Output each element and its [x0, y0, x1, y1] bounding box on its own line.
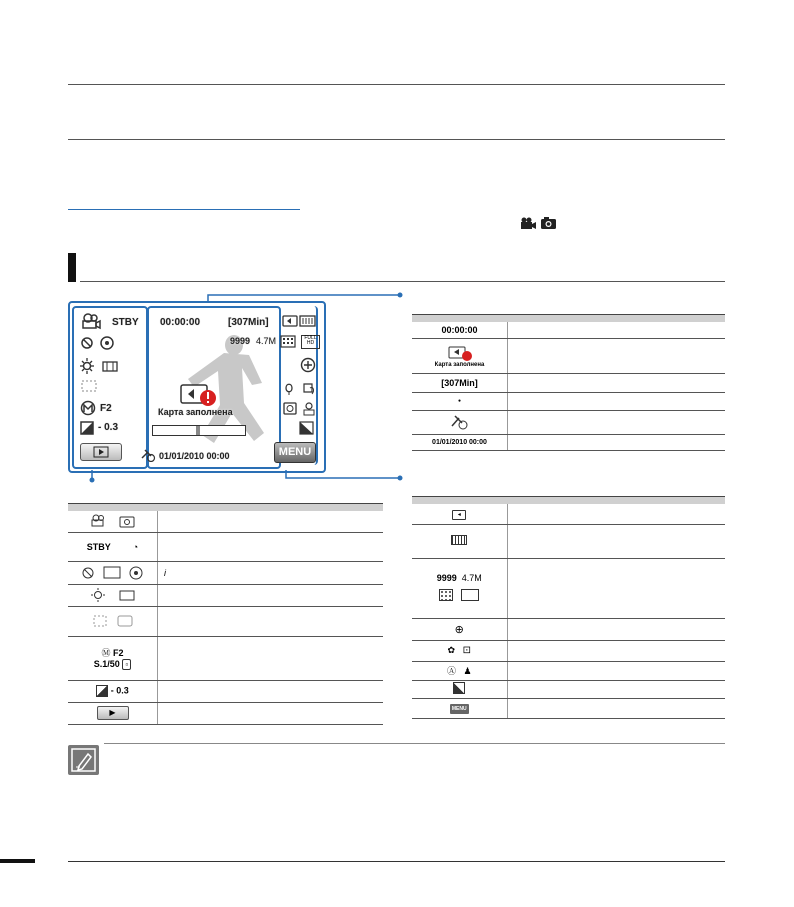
table-row — [68, 561, 383, 584]
lcd-remaining-time: [307Min] — [228, 317, 269, 328]
rt-header-icon — [412, 315, 508, 323]
rb-row-4-desc — [507, 618, 725, 640]
rb-row-6-desc — [507, 661, 725, 680]
lcd-resolution: FULL HD — [304, 335, 317, 346]
table-row — [412, 661, 725, 680]
macro-table-icon: ✿ — [447, 645, 456, 655]
table-row — [412, 392, 725, 410]
anti-shake-table-icon: ⊕ — [454, 623, 464, 636]
lcd-memory-message: Карта заполнена — [158, 407, 233, 417]
wb-icons — [68, 588, 157, 602]
left-row-6-icon: F2 — [113, 648, 124, 658]
rb-row-7-desc — [507, 680, 725, 698]
frame-icon: ▫ — [122, 659, 131, 670]
table-row — [68, 511, 383, 532]
playback-table-icon: ▶ — [97, 706, 129, 720]
left-row-6-desc — [158, 636, 384, 680]
left-row-7-desc — [158, 680, 384, 702]
lcd-ev: - 0.3 — [98, 422, 119, 433]
footer-block — [0, 859, 35, 863]
rt-header-desc — [508, 315, 726, 323]
table-row — [412, 698, 725, 718]
table-row — [68, 606, 383, 636]
lcd-timecode: 00:00:00 — [160, 317, 201, 328]
rb-row-8-icon: MENU — [451, 706, 467, 712]
table-row — [412, 558, 725, 618]
table-row — [412, 373, 725, 392]
date-time-table-icon — [412, 414, 507, 430]
left-row-2-desc — [158, 532, 384, 561]
rt-row-6-desc — [508, 434, 726, 450]
left-row-8-desc — [158, 702, 384, 724]
resolution-table-icon — [461, 589, 479, 601]
table-row — [412, 524, 725, 558]
quality-table-icon — [439, 589, 453, 601]
rb-row-3-icon2: 4.7M — [461, 573, 482, 583]
table-row — [68, 702, 383, 724]
note-rule — [104, 743, 725, 744]
rt-row-4-icon: ● — [412, 392, 508, 410]
rt-row-3-icon: [307Min] — [412, 373, 508, 392]
table-row — [412, 504, 725, 524]
table-row — [412, 680, 725, 698]
rt-row-2-desc — [508, 338, 726, 373]
table-row — [412, 434, 725, 450]
rt-row-5-desc — [508, 410, 726, 434]
rb-row-2-desc — [507, 524, 725, 558]
focus-icons — [68, 614, 157, 628]
rb-row-1-desc — [507, 504, 725, 524]
battery-table-icon — [451, 535, 467, 545]
scene-table-icon: Ⓐ — [446, 666, 456, 676]
table-row — [68, 584, 383, 606]
table-row — [412, 640, 725, 661]
lcd-photo-count: 9999 — [230, 336, 251, 346]
rt-row-3-desc — [508, 373, 726, 392]
table-row — [68, 532, 383, 561]
footer-rule — [68, 861, 725, 862]
video-photo-mode-icon — [68, 512, 157, 530]
table-row — [412, 410, 725, 434]
table-row — [412, 618, 725, 640]
aperture-table-icon: Ⓜ — [101, 648, 111, 658]
table-row — [68, 680, 383, 702]
brightness-table-icon — [453, 682, 465, 694]
rb-row-3-desc — [507, 558, 725, 618]
note-icon — [68, 745, 99, 775]
rt-row-1-desc — [508, 322, 726, 338]
left-row-6-icon2: S.1/50 — [93, 659, 120, 669]
left-row-2-icon: STBY — [86, 541, 111, 552]
tele-macro-icon: ⊡ — [462, 645, 471, 656]
menu-button-label: MENU — [278, 446, 312, 458]
right-top-table — [412, 314, 725, 451]
table-row — [68, 636, 383, 680]
exposure-table-icon — [96, 685, 108, 697]
rt-row-4-desc — [508, 392, 726, 410]
lcd-photo-size: 4.7M — [256, 336, 277, 346]
rt-row-1-icon: 00:00:00 — [412, 322, 508, 338]
portrait-table-icon: ♟ — [463, 666, 472, 676]
lcd-mode-status: STBY — [112, 317, 139, 328]
table-row — [412, 338, 725, 373]
card-full-icon — [412, 344, 507, 362]
rb-row-5-desc — [507, 640, 725, 661]
right-bottom-table — [412, 496, 725, 719]
stabilizer-scene-icons — [68, 565, 157, 581]
rb-row-8-desc — [507, 698, 725, 718]
table-row — [412, 322, 725, 338]
lcd-datetime: 01/01/2010 00:00 — [159, 451, 230, 461]
left-row-5-desc — [158, 606, 384, 636]
left-row-3-desc: i — [158, 561, 384, 584]
left-icon-table — [68, 503, 383, 725]
self-timer-icon: ◔ — [132, 541, 139, 552]
left-row-7-icon: - 0.3 — [110, 685, 129, 696]
storage-table-icon: ◂ — [452, 510, 466, 520]
left-table-header-icon — [68, 504, 158, 512]
left-table-header-desc — [158, 504, 384, 512]
rb-header-icon — [412, 497, 507, 505]
left-row-4-desc — [158, 584, 384, 606]
rt-row-2-icon: Карта заполнена — [434, 361, 485, 368]
rt-row-6-icon: 01/01/2010 00:00 — [412, 434, 508, 450]
rb-row-3-icon: 9999 — [436, 573, 457, 583]
lcd-fstop: F2 — [100, 403, 112, 414]
rb-header-desc — [507, 497, 725, 505]
left-row-1-desc — [158, 511, 384, 532]
